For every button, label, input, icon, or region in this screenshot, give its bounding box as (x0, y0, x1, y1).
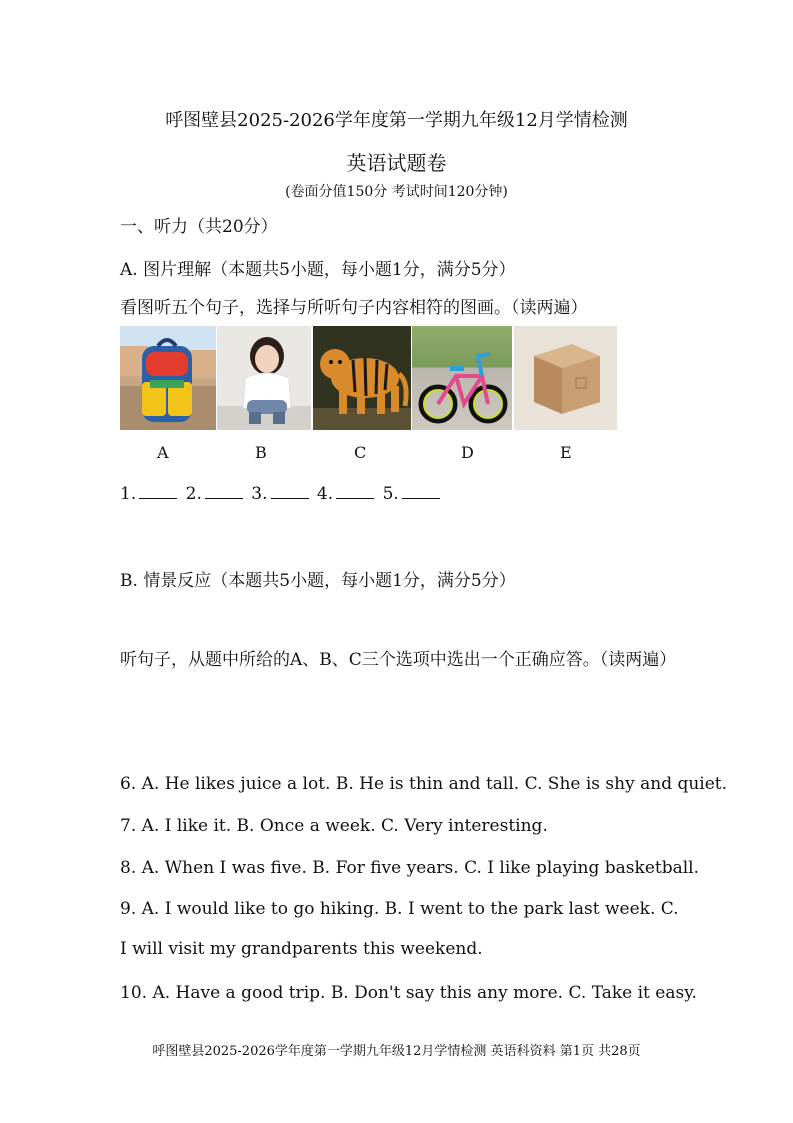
picture-label-b: B (255, 443, 267, 462)
tiger-icon (313, 326, 411, 430)
bicycle-icon (412, 326, 512, 430)
part-b-instruction: 听句子，从题中所给的A、B、C三个选项中选出一个正确应答。（读两遍） (120, 650, 677, 670)
answer-blank-5[interactable] (402, 484, 440, 499)
answer-number-3: 3. (251, 484, 268, 504)
part-a-heading: A. 图片理解（本题共5小题，每小题1分，满分5分） (120, 260, 516, 280)
girl-photo (217, 326, 311, 430)
question-6: 6. A. He likes juice a lot. B. He is thin and tall. C. She is shy and quiet. (120, 774, 728, 794)
answer-blank-1[interactable] (139, 484, 177, 499)
picture-label-d: D (461, 443, 474, 462)
picture-label-a: A (157, 443, 169, 462)
section-heading-listening: 一、听力（共20分） (120, 217, 278, 237)
picture-label-c: C (354, 443, 367, 462)
exam-subtitle: 英语试题卷 (346, 151, 447, 175)
page-footer: 呼图壁县2025-2026学年度第一学期九年级12月学情检测 英语科资料 第1页 共28页 (152, 1044, 641, 1059)
question-10: 10. A. Have a good trip. B. Don't say this any more. C. Take it easy. (120, 983, 697, 1003)
part-b-heading: B. 情景反应（本题共5小题，每小题1分，满分5分） (120, 571, 516, 591)
answer-blanks (120, 484, 443, 504)
answer-number-1: 1. (120, 484, 137, 504)
answer-blank-4[interactable] (336, 484, 374, 499)
question-8: 8. A. When I was five. B. For five years. C. I like playing basketball. (120, 858, 700, 878)
score-note: (卷面分值150分 考试时间120分钟) (285, 184, 508, 200)
box-icon (514, 326, 617, 430)
question-7: 7. A. I like it. B. Once a week. C. Very interesting. (120, 816, 548, 836)
answer-number-5: 5. (382, 484, 399, 504)
answer-blank-2[interactable] (205, 484, 243, 499)
answer-blank-3[interactable] (271, 484, 309, 499)
part-a-instruction: 看图听五个句子，选择与所听句子内容相符的图画。（读两遍） (120, 298, 588, 318)
answer-number-2: 2. (185, 484, 202, 504)
question-9: 9. A. I would like to go hiking. B. I went to the park last week. C. I will visit my grandparents this weekend. (120, 899, 679, 959)
backpack-icon (120, 326, 216, 430)
exam-title: 呼图壁县2025-2026学年度第一学期九年级12月学情检测 (165, 110, 628, 131)
picture-label-e: E (560, 443, 572, 462)
answer-number-4: 4. (316, 484, 334, 504)
